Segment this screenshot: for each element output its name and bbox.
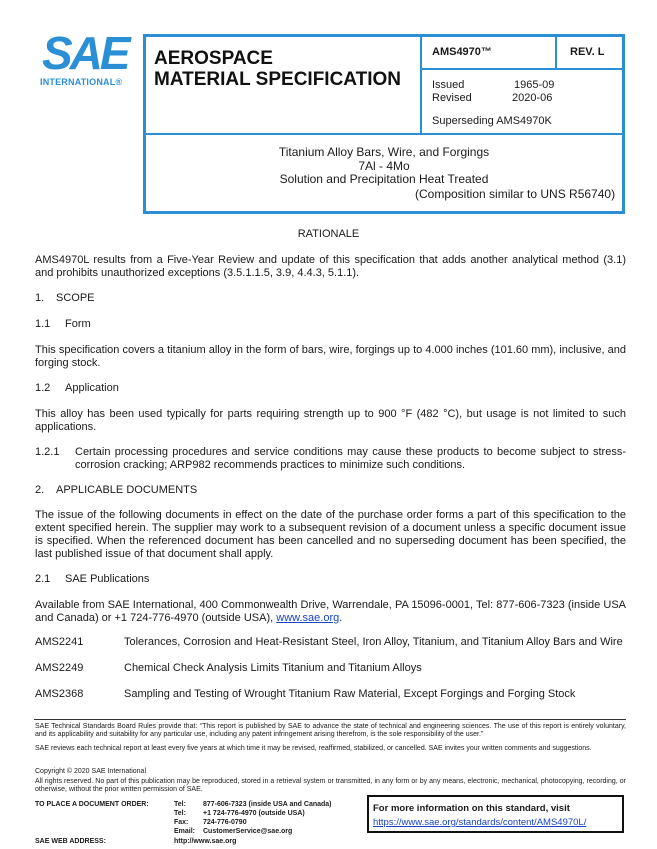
section-1-2-1-number: 1.2.1 (35, 446, 60, 458)
section-2-1-title: SAE Publications (65, 573, 150, 585)
header-row-divider (422, 68, 622, 70)
revised-date: 2020-06 (512, 92, 553, 104)
tel2-value: +1 724-776-4970 (outside USA) (203, 810, 305, 817)
reference-code: AMS2249 (35, 662, 84, 674)
section-1-2-text: This alloy has been used typically for parts requiring strength up to 900 °F (482 °C), but usage is not limited to such applications. (35, 408, 626, 433)
section-1-1-title: Form (65, 318, 91, 330)
header-col-divider (555, 37, 557, 68)
tel2-label: Tel: (174, 810, 186, 817)
section-2-title: APPLICABLE DOCUMENTS (56, 484, 198, 496)
reference-title: Sampling and Testing of Wrought Titanium Raw Material, Except Forgings and Forging Stock (124, 688, 576, 700)
web-value: http://www.sae.org (174, 838, 237, 845)
reference-code: AMS2241 (35, 636, 84, 648)
footer-review-note: SAE reviews each technical report at least every five years at which time it may be revised, reaffirmed, stabilized, or cancelled. SAE invites your written comments and suggestions. (35, 745, 592, 752)
rationale-heading: RATIONALE (297, 228, 360, 240)
rationale-text: AMS4970L results from a Five-Year Review and update of this specification that adds another analytical method (3.1) and prohibits unauthorized exceptions (3.5.1.1.5, 3.9, 4.4.3, 5.1.1). (35, 254, 626, 279)
fax-label: Fax: (174, 819, 189, 826)
document-subtitle: Titanium Alloy Bars, Wire, and Forgings 7Al - 4Mo Solution and Precipitation Heat Treated (278, 145, 490, 186)
revised-label: Revised (432, 92, 472, 104)
tel-value: 877-606-7323 (inside USA and Canada) (203, 801, 332, 808)
section-2-1-number: 2.1 (35, 573, 51, 585)
reference-code: AMS2368 (35, 688, 84, 700)
document-number: AMS4970™ (432, 46, 492, 58)
header-divider (146, 133, 622, 135)
logo-subtext: INTERNATIONAL® (40, 77, 123, 87)
standard-url-link[interactable]: https://www.sae.org/standards/content/AMS4970L/ (373, 817, 587, 828)
more-info-title: For more information on this standard, visit (373, 803, 570, 814)
composition-note: (Composition similar to UNS R56740) (415, 187, 616, 201)
section-1-title: SCOPE (56, 292, 95, 304)
issued-date: 1965-09 (514, 79, 555, 91)
footer-board-rules: SAE Technical Standards Board Rules provide that: “This report is published by SAE to advance the state of technical and engineering sciences. The use of this report is entirely voluntary, and its applicability and suitability for any particular use, including any patent infringement arising therefrom, is the sole responsibility of the user.” (35, 723, 626, 739)
section-1-1-text: This specification covers a titanium alloy in the form of bars, wire, forgings up to 4.000 inches (101.60 mm), inclusive, and forging stock. (35, 344, 626, 369)
sae-website-link[interactable]: www.sae.org (276, 612, 340, 624)
fax-value: 724-776-0790 (203, 819, 247, 826)
footer-rights: All rights reserved. No part of this publication may be reproduced, stored in a retrieval system or transmitted, in any form or by any means, electronic, mechanical, photocopying, recording, or otherwise, without the prior written permission of SAE. (35, 778, 626, 794)
footer-rule (34, 719, 626, 720)
web-label: SAE WEB ADDRESS: (35, 838, 106, 845)
issued-label: Issued (432, 79, 465, 91)
revision-label: REV. L (570, 46, 605, 58)
footer-copyright: Copyright © 2020 SAE International (35, 768, 147, 775)
email-label: Email: (174, 828, 196, 835)
logo-wordmark: SAE (42, 27, 128, 79)
section-1-number: 1. (35, 292, 45, 304)
section-1-2-1-text: Certain processing procedures and service conditions may cause these products to become subject to stress-corrosion cracking; ARP982 recommends practices to minimize such conditions. (75, 446, 626, 471)
section-2-text: The issue of the following documents in effect on the date of the purchase order forms a part of this specification to the extent specified herein. The supplier may work to a subsequent revision of a document unless a specific document issue is specified. When the referenced document has been cancelled and no superseding document has been specified, the last published issue of that document shall apply. (35, 509, 626, 560)
order-label: TO PLACE A DOCUMENT ORDER: (35, 801, 149, 808)
sae-logo (38, 27, 134, 90)
superseding-note: Superseding AMS4970K (432, 115, 552, 127)
reference-title: Tolerances, Corrosion and Heat-Resistant Steel, Iron Alloy, Titanium, and Titanium Alloy Bars and Wire (124, 636, 623, 648)
email-value: CustomerService@sae.org (203, 828, 293, 835)
document-type-title: AEROSPACE MATERIAL SPECIFICATION (154, 48, 401, 90)
section-1-1-number: 1.1 (35, 318, 51, 330)
tel-label: Tel: (174, 801, 186, 808)
section-2-1-text: Available from SAE International, 400 Commonwealth Drive, Warrendale, PA 15096-0001, Tel: 877-606-7323 (inside USA and Canada) or +1 724-776-4970 (outside USA), www.sae.org. (35, 599, 626, 624)
reference-title: Chemical Check Analysis Limits Titanium and Titanium Alloys (124, 662, 422, 674)
section-2-number: 2. (35, 484, 45, 496)
section-1-2-number: 1.2 (35, 382, 51, 394)
section-1-2-title: Application (65, 382, 119, 394)
